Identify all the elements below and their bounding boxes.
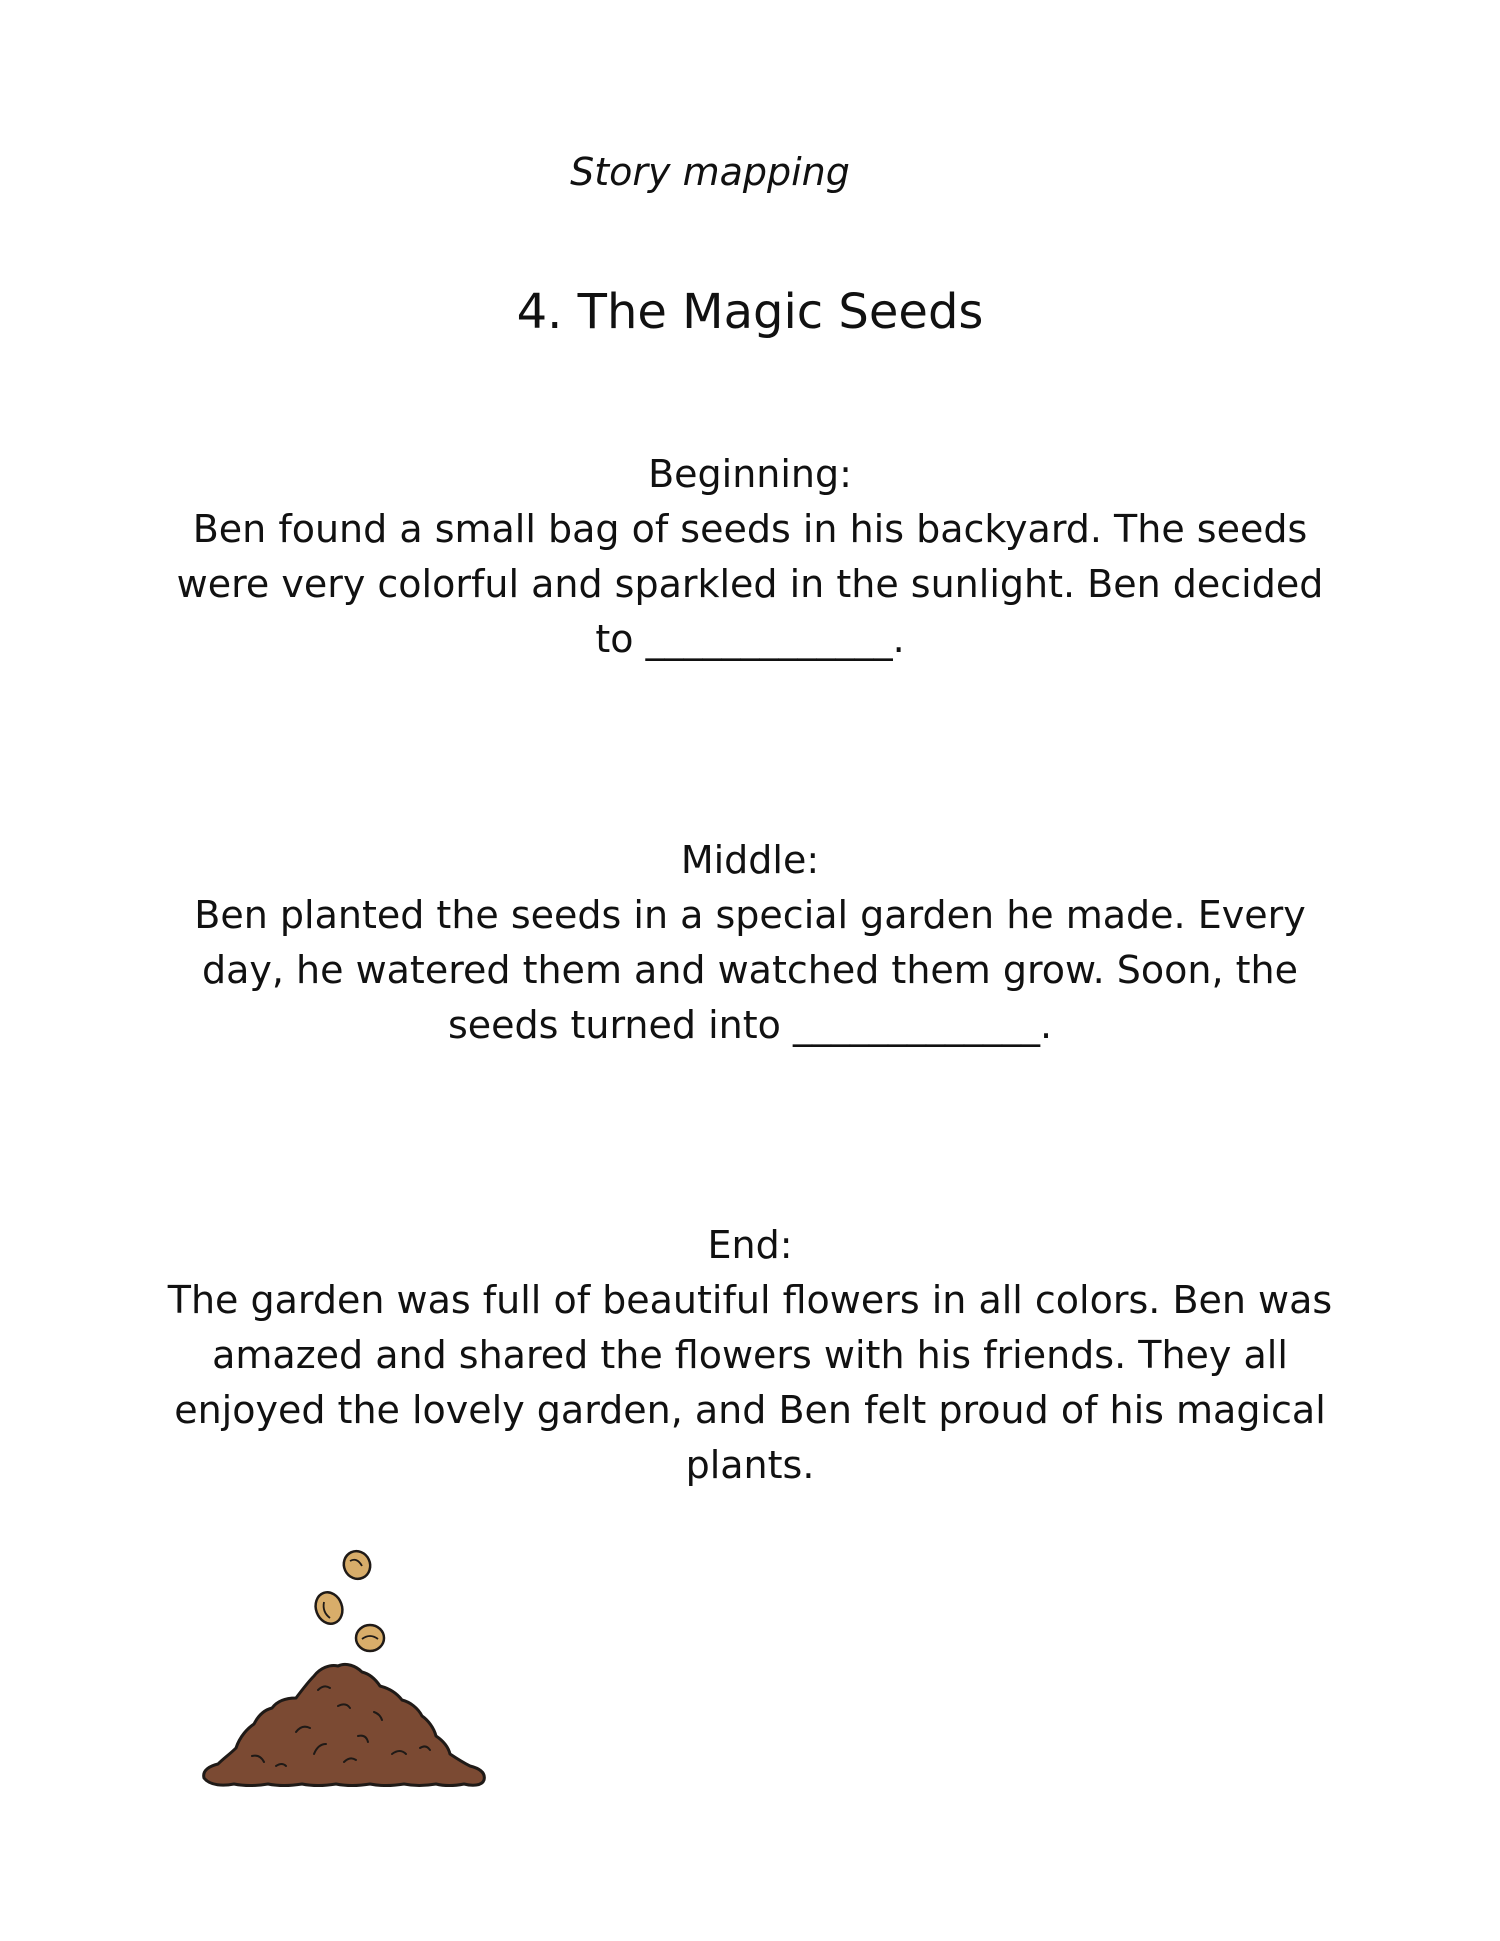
story-line: amazed and shared the flowers with his friends. They all xyxy=(212,1333,1288,1377)
story-line: enjoyed the lovely garden, and Ben felt proud of his magical xyxy=(174,1388,1326,1432)
section-end xyxy=(150,1218,1350,1493)
worksheet-subtitle: Story mapping xyxy=(570,150,850,194)
seed-icon xyxy=(356,1625,384,1651)
story-line: were very colorful and sparkled in the sunlight. Ben decided xyxy=(176,562,1324,606)
story-line-with-blank: to _____________. xyxy=(595,617,905,661)
story-line-with-blank: seeds turned into _____________. xyxy=(447,1003,1053,1047)
soil-pile xyxy=(204,1664,485,1785)
story-line: Ben found a small bag of seeds in his backyard. The seeds xyxy=(192,507,1308,551)
section-heading: Beginning: xyxy=(648,452,852,496)
story-title: 4. The Magic Seeds xyxy=(516,284,984,340)
section-beginning xyxy=(150,447,1350,667)
story-line: The garden was full of beautiful flowers in all colors. Ben was xyxy=(167,1278,1333,1322)
story-line: plants. xyxy=(685,1443,815,1487)
seed-icon xyxy=(311,1589,346,1628)
section-heading: Middle: xyxy=(680,838,820,882)
story-line: Ben planted the seeds in a special garden he made. Every xyxy=(194,893,1306,937)
soil-pile-with-falling-seeds-icon xyxy=(196,1540,496,1800)
seed-icon xyxy=(339,1547,374,1583)
story-line: day, he watered them and watched them grow. Soon, the xyxy=(201,948,1299,992)
section-heading: End: xyxy=(707,1223,793,1267)
section-middle xyxy=(150,833,1350,1053)
